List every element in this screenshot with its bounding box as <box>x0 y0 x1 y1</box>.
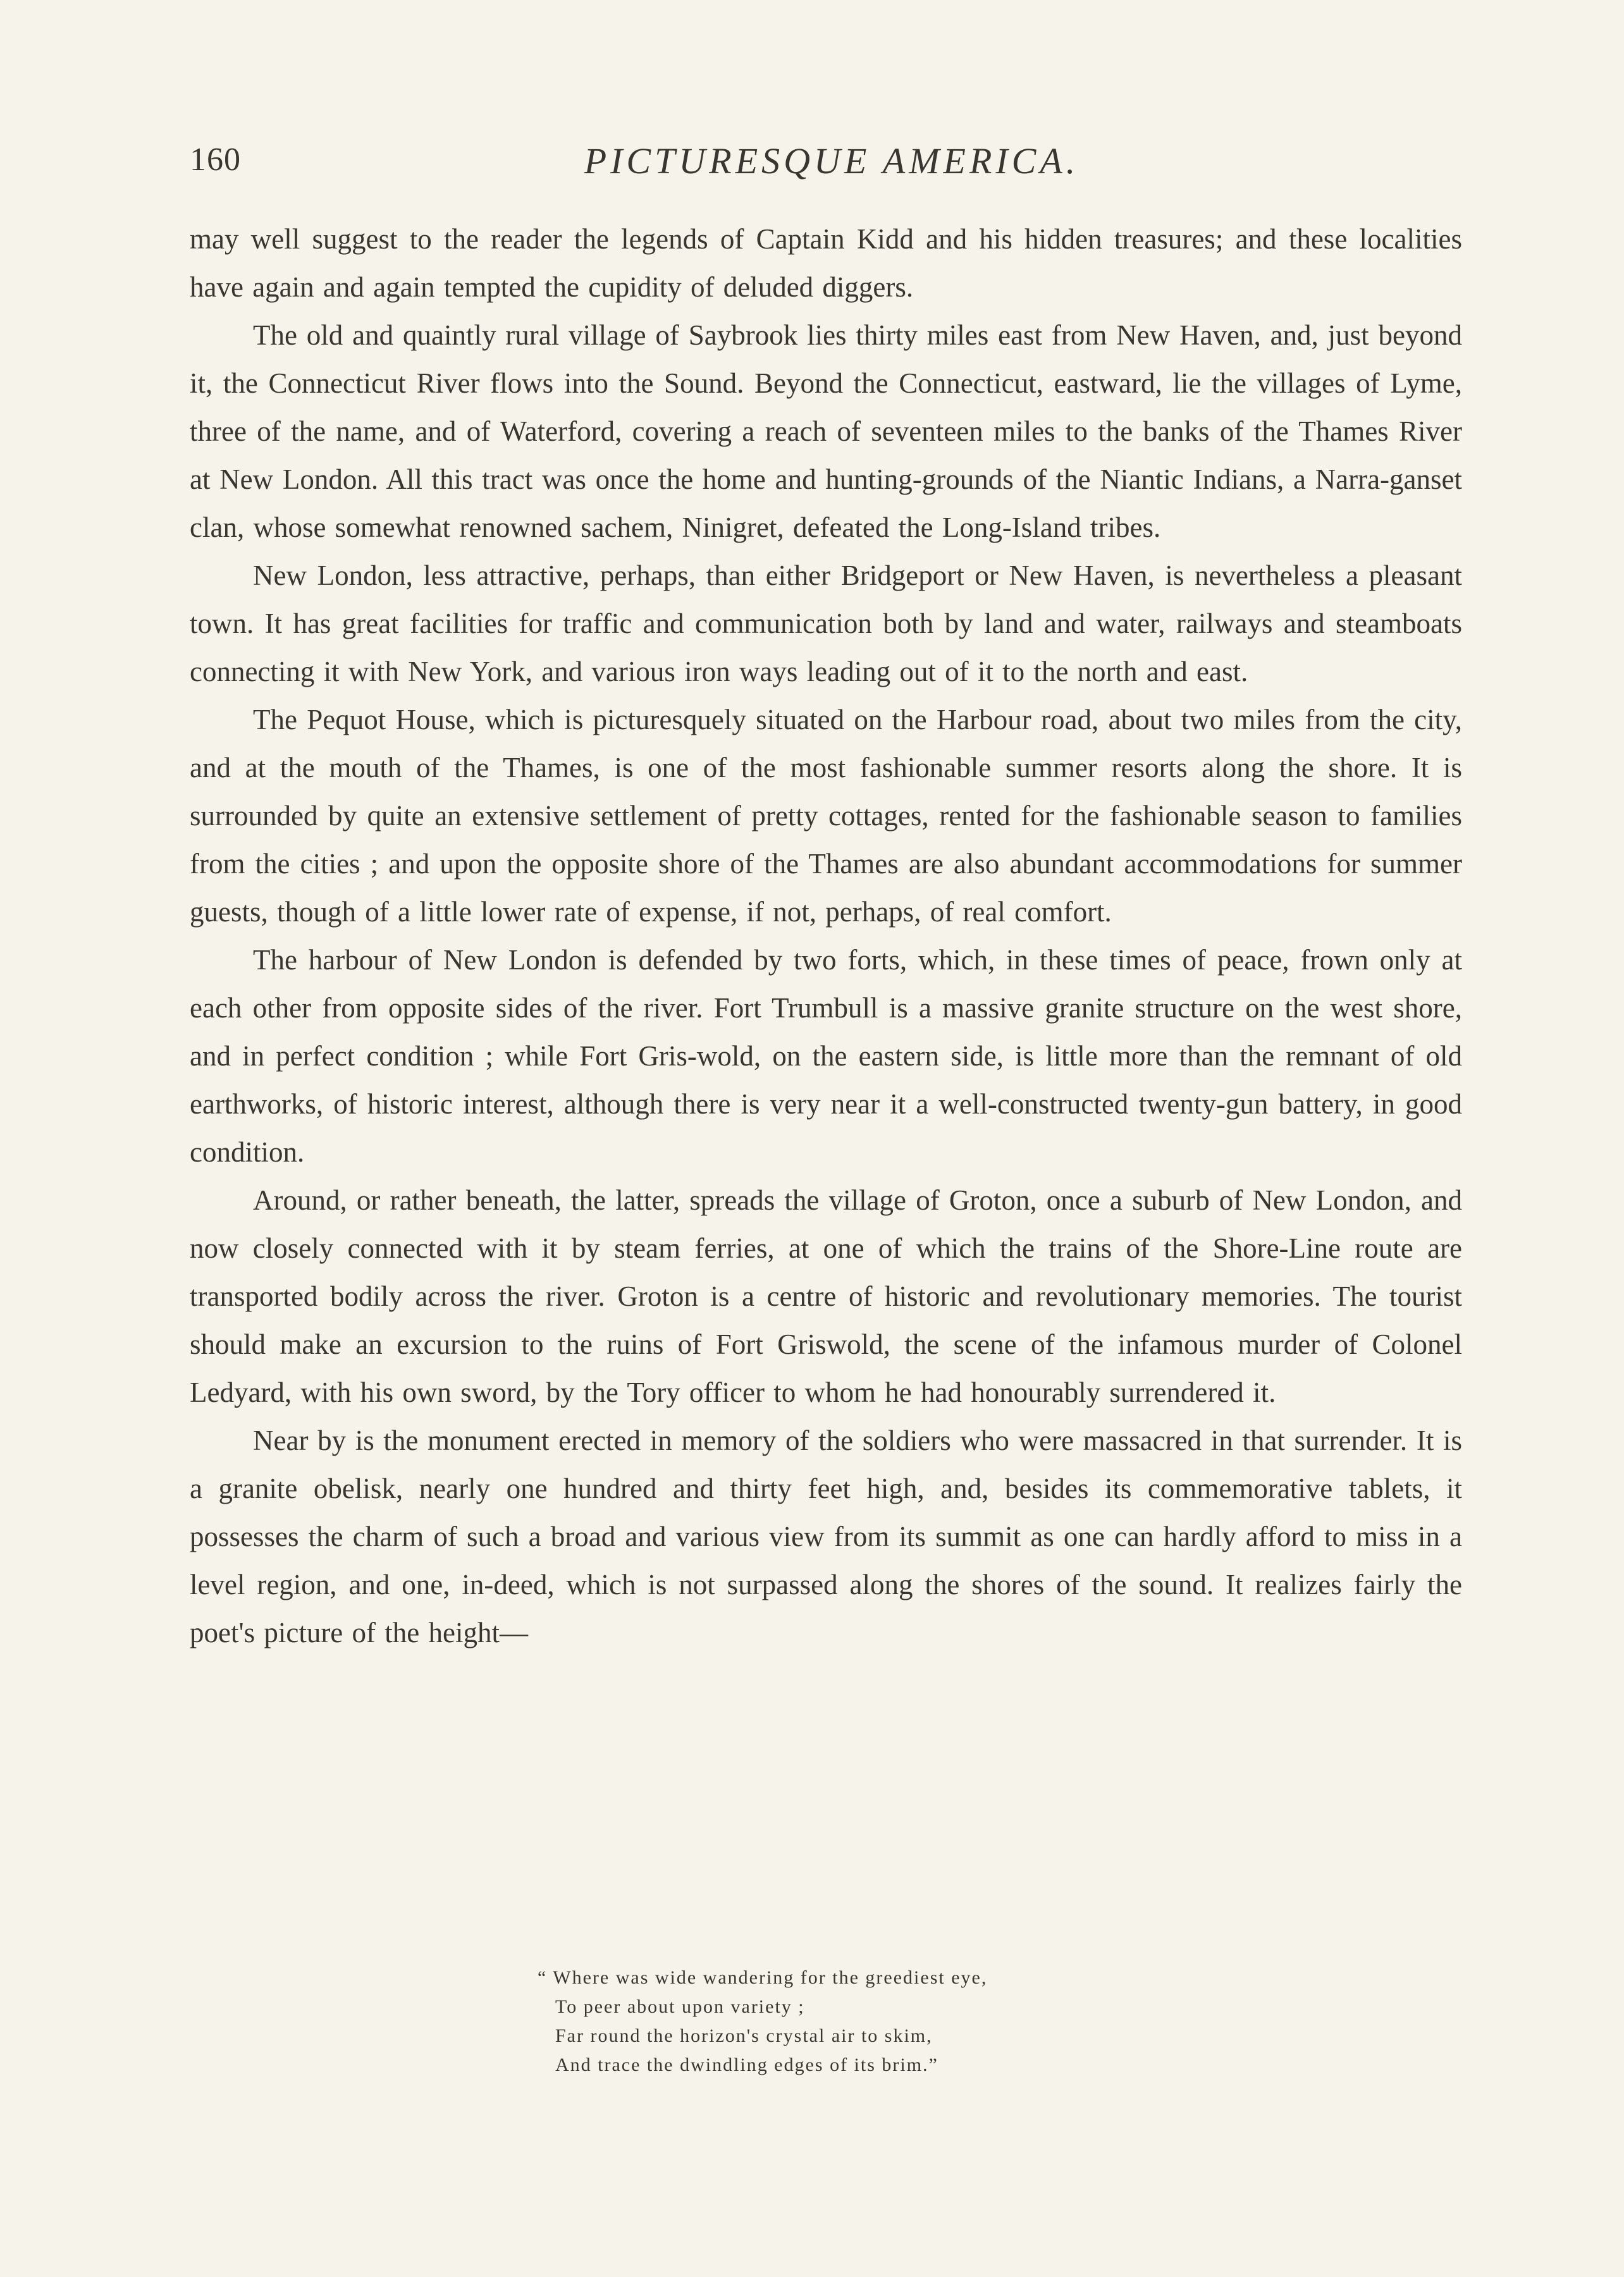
paragraph-pequot-house: The Pequot House, which is picturesquely situated on the Harbour road, about two miles from the city, and at the mouth of the Thames, is one of the most fashionable summer resorts along the shore. It is surrounded by quite an extensive settlement of pretty cottages, rented for the fashionable season to families from the cities ; and upon the opposite shore of the Thames are also abundant accommodations for summer guests, though of a little lower rate of expense, if not, perhaps, of real comfort. <box>190 704 1462 928</box>
paragraph-monument: Near by is the monument erected in memory of the soldiers who were massacred in that surrender. It is a granite obelisk, nearly one hundred and thirty feet high, and, besides its commemorative tablets, it possesses the charm of such a broad and various view from its summit as one can hardly afford to miss in a level region, and one, in-deed, which is not surpassed along the shores of the sound. It realizes fairly the poet's picture of the height— <box>190 1425 1462 1648</box>
paragraph-saybrook: The old and quaintly rural village of Saybrook lies thirty miles east from New Haven, and, just beyond it, the Connecticut River flows into the Sound. Beyond the Connecticut, eastward, lie the villages of Lyme, three of the name, and of Waterford, covering a reach of seventeen miles to the banks of the Thames River at New London. All this tract was once the home and hunting-grounds of the Niantic Indians, a Narra-ganset clan, whose somewhat renowned sachem, Ninigret, defeated the Long-Island tribes. <box>190 319 1462 543</box>
running-title: PICTURESQUE AMERICA. <box>584 140 1080 181</box>
paragraph-groton: Around, or rather beneath, the latter, spreads the village of Groton, once a suburb of New London, and now closely connected with it by steam ferries, at one of which the trains of the Shore-Line route are transported bodily across the river. Groton is a centre of historic and revolutionary memories. The tourist should make an excursion to the ruins of Fort Griswold, the scene of the infamous murder of Colonel Ledyard, with his own sword, by the Tory officer to whom he had honourably surrendered it. <box>190 1184 1462 1408</box>
poem-line: “ Where was wide wandering for the greediest eye, <box>538 1967 988 1988</box>
paragraph-harbour-forts: The harbour of New London is defended by two forts, which, in these times of peace, frown only at each other from opposite sides of the river. Fort Trumbull is a massive granite structure on the west shore, and in perfect condition ; while Fort Gris-wold, on the eastern side, is little more than the remnant of old earthworks, of historic interest, although there is very near it a well-constructed twenty-gun battery, in good condition. <box>190 944 1462 1168</box>
running-head <box>190 130 1473 187</box>
poem-line: Far round the horizon's crystal air to skim, <box>555 2025 933 2046</box>
poem-line: To peer about upon variety ; <box>555 1996 805 2017</box>
poem-line: And trace the dwindling edges of its brim.” <box>555 2054 938 2075</box>
page-number: 160 <box>190 142 241 178</box>
paragraph-continued: may well suggest to the reader the legends of Captain Kidd and his hidden treasures; and these localities have again and again tempted the cupidity of deluded diggers. <box>190 223 1462 303</box>
body-text <box>190 215 1462 1657</box>
poem-quotation <box>538 1963 1170 2080</box>
paragraph-new-london: New London, less attractive, perhaps, than either Bridgeport or New Haven, is nevertheless a pleasant town. It has great facilities for traffic and communication both by land and water, railways and steamboats connecting it with New York, and various iron ways leading out of it to the north and east. <box>190 560 1462 687</box>
